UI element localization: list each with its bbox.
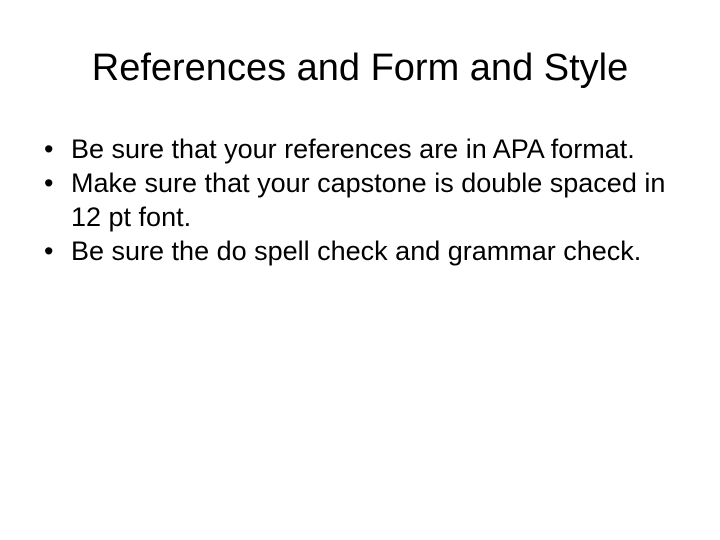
bullet-item <box>44 132 684 166</box>
bullet-text: Be sure the do spell check and grammar check. <box>71 236 642 266</box>
bullet-marker: • <box>44 134 54 164</box>
bullet-text: Make sure that your capstone is double spaced in 12 pt font. <box>71 168 666 232</box>
bullet-text: Be sure that your references are in APA format. <box>71 134 635 164</box>
bullet-list <box>44 132 684 268</box>
bullet-item <box>44 234 684 268</box>
bullet-marker: • <box>44 168 54 198</box>
bullet-item <box>44 166 684 234</box>
slide-title: References and Form and Style <box>91 47 629 89</box>
bullet-marker: • <box>44 236 54 266</box>
